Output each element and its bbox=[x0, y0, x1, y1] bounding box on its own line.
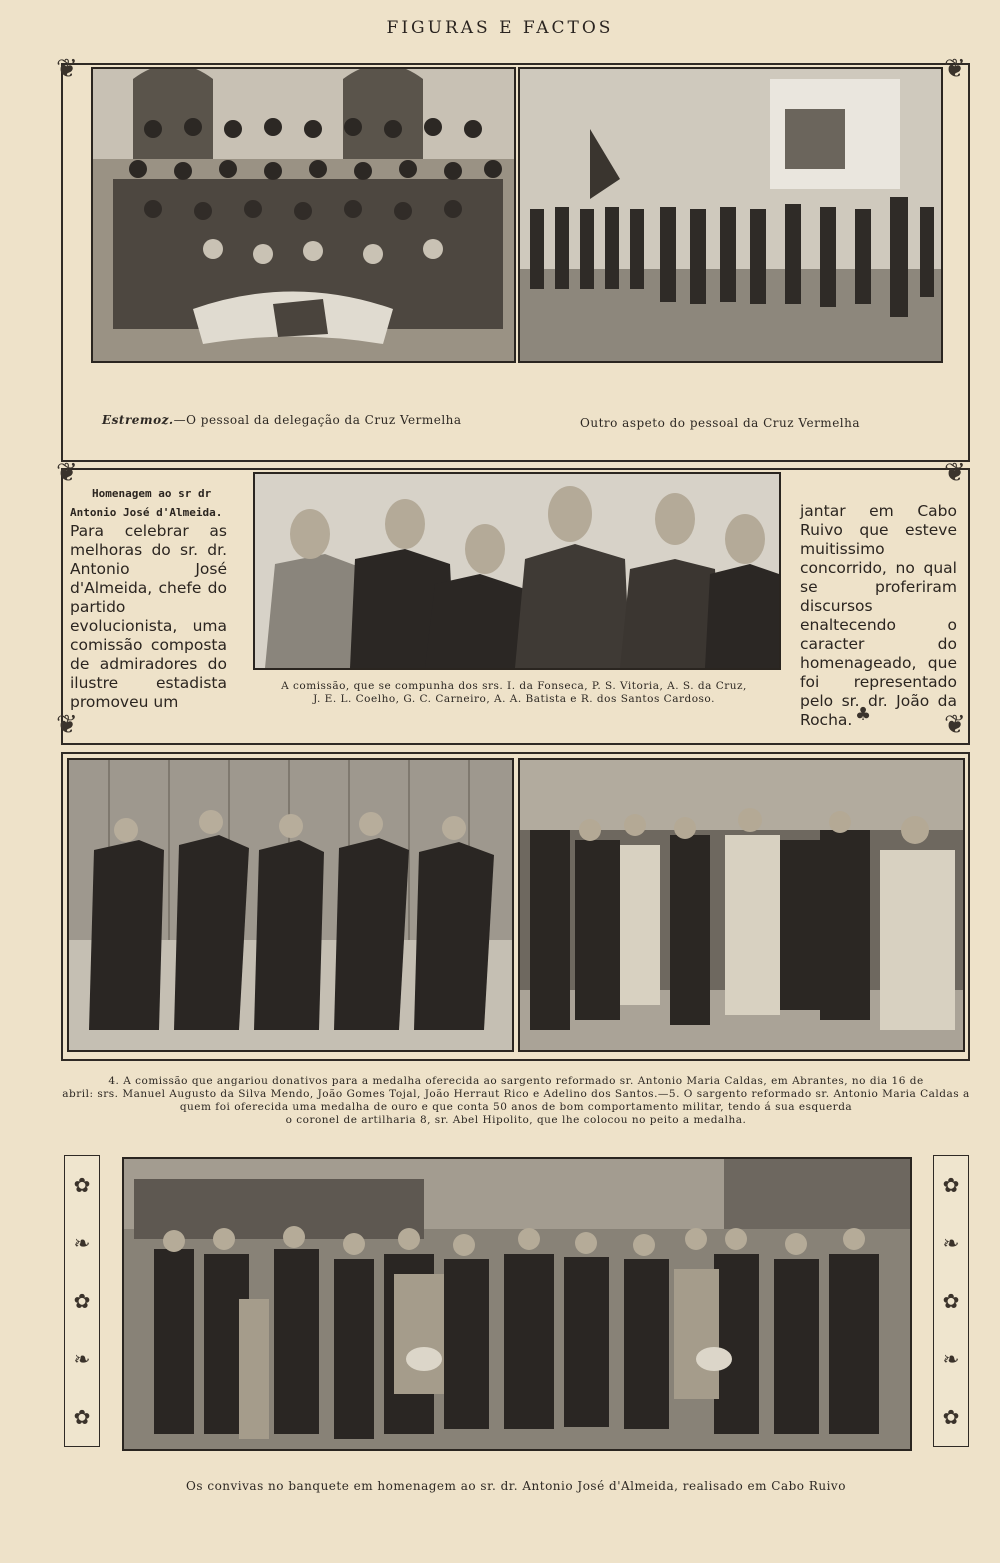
leaf-icon: ❧ bbox=[73, 1231, 91, 1255]
caption-estremoz-bold: Estremoz. bbox=[102, 413, 174, 427]
homenagem-right-column: jantar em Cabo Ruivo que esteve muitissimo concorrido, no qual se proferiram discursos enaltecendo o caracter do homenageado, que foi representado pelo sr. dr. João da Rocha. bbox=[800, 502, 957, 729]
corner-ornament-icon: ❦ bbox=[944, 458, 966, 488]
comissao-caption bbox=[240, 680, 788, 706]
photo-comissao bbox=[253, 472, 781, 670]
flower-icon: ✿ bbox=[942, 1405, 960, 1429]
banquete-caption: Os convivas no banquete em homenagem ao sr. dr. Antonio José d'Almeida, realisado em Cabo Ruivo bbox=[186, 1479, 846, 1493]
photo-comissao-abrantes bbox=[67, 758, 514, 1052]
leaf-icon: ❧ bbox=[942, 1347, 960, 1371]
flower-icon: ✿ bbox=[73, 1405, 91, 1429]
corner-ornament-icon: ❦ bbox=[56, 710, 78, 740]
right-floral-border bbox=[933, 1155, 969, 1447]
corner-ornament-icon: ❦ bbox=[56, 458, 78, 488]
caption-estremoz bbox=[102, 413, 522, 427]
flower-icon: ✿ bbox=[942, 1289, 960, 1313]
photo-sargento-caldas bbox=[518, 758, 965, 1052]
photo-convivas-banquete bbox=[122, 1157, 912, 1451]
flower-icon: ✿ bbox=[942, 1173, 960, 1197]
abrantes-caption-line-3: o coronel de artilharia 8, sr. Abel Hipolito, que lhe colocou no peito a medalha. bbox=[285, 1114, 747, 1126]
photo-red-cross-group bbox=[91, 67, 516, 363]
homenagem-left-column bbox=[70, 484, 227, 712]
corner-ornament-icon: ❦ bbox=[56, 54, 78, 84]
flower-icon: ✿ bbox=[73, 1289, 91, 1313]
abrantes-caption-line-2: abril: srs. Manuel Augusto da Silva Mendo, João Gomes Tojal, João Herraut Rico e Adelino dos Santos.—5. O sargento reformado sr. Antonio Maria Caldas a quem foi oferecida uma medalha de ouro e que conta 50 anos de bom comportamento militar, tendo á sua esquerda bbox=[62, 1088, 970, 1113]
homenagem-title-2: Antonio José d'Almeida. bbox=[70, 506, 223, 519]
abrantes-caption bbox=[62, 1075, 970, 1127]
homenagem-title-1: Homenagem ao sr dr bbox=[92, 487, 212, 500]
corner-ornament-icon: ❦ bbox=[944, 54, 966, 84]
page-header: FIGURAS E FACTOS bbox=[386, 18, 614, 38]
leaf-icon: ❧ bbox=[942, 1231, 960, 1255]
fleuron-icon: ♣ bbox=[855, 704, 872, 725]
comissao-caption-line-1: A comissão, que se compunha dos srs. I. da Fonseca, P. S. Vitoria, A. S. da Cruz, bbox=[281, 680, 747, 692]
left-floral-border bbox=[64, 1155, 100, 1447]
comissao-caption-line-2: J. E. L. Coelho, G. C. Carneiro, A. A. Batista e R. dos Santos Cardoso. bbox=[313, 693, 715, 705]
photo-red-cross-parade bbox=[518, 67, 943, 363]
abrantes-caption-line-1: 4. A comissão que angariou donativos para a medalha oferecida ao sargento reformado sr. Antonio Maria Caldas, em Abrantes, no dia 16 de bbox=[108, 1075, 924, 1087]
leaf-icon: ❧ bbox=[73, 1347, 91, 1371]
flower-icon: ✿ bbox=[73, 1173, 91, 1197]
caption-outro-aspeto: Outro aspeto do pessoal da Cruz Vermelha bbox=[580, 416, 861, 430]
corner-ornament-icon: ❦ bbox=[944, 710, 966, 740]
caption-estremoz-text: —O pessoal da delegação da Cruz Vermelha bbox=[173, 413, 462, 427]
homenagem-left-text: Para celebrar as melhoras do sr. dr. Antonio José d'Almeida, chefe do partido evolucionista, uma comissão composta de admiradores do ilustre estadista promoveu um bbox=[70, 522, 227, 711]
